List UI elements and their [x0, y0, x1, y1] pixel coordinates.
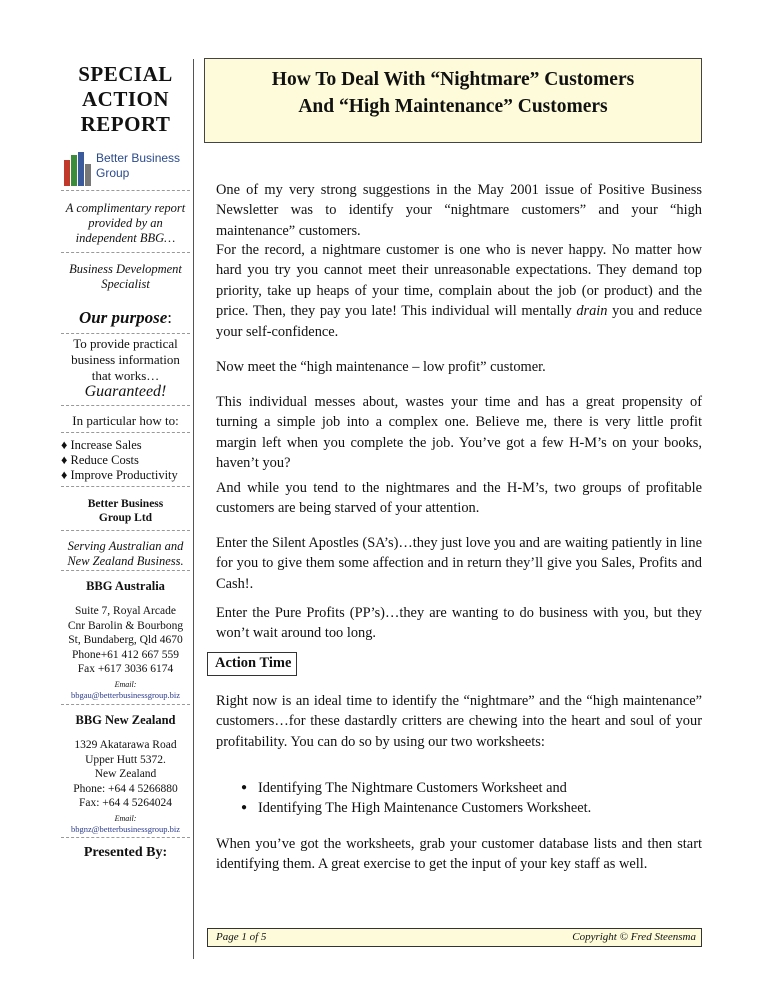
- copyright-note: Copyright © Fred Steensma: [572, 931, 696, 943]
- list-item: ● Identifying The High Maintenance Customers Worksheet.: [216, 798, 702, 818]
- presented-by: Presented By:: [83, 845, 168, 860]
- action-time-heading: Action Time: [215, 655, 292, 671]
- paragraph-pure-profits: Enter the Pure Profits (PP’s)…they are wanting to do business with you, but they won’t wait around too long.: [216, 605, 702, 642]
- bbg-logo: [64, 151, 184, 187]
- sidebar-divider: [193, 59, 194, 959]
- paragraph-closing: When you’ve got the worksheets, grab your customer database lists and then start identifying them. A great exercise to get the input of your key staff as well.: [216, 836, 702, 873]
- paragraph-action: Right now is an ideal time to identify the “nightmare” and the “high maintenance” customers…for these dastardly critters are chewing into the heart and soul of your profitability. You can do so by using our two worksheets:: [216, 693, 702, 750]
- company-name: Better Business Group Ltd: [87, 498, 164, 524]
- document-title: How To Deal With “Nightmare” Customers And “High Maintenance” Customers: [271, 69, 635, 117]
- logo-line2: Group: [96, 166, 130, 180]
- goal-item: ♦ Increase Sales: [61, 438, 142, 452]
- report-type-title: SPECIAL ACTION REPORT: [78, 62, 173, 136]
- nz-heading: BBG New Zealand: [75, 713, 176, 727]
- nz-address: 1329 Akatarawa Road Upper Hutt 5372. New Zealand Phone: +64 4 5266880 Fax: +64 4 5264024: [73, 739, 178, 809]
- page-number: Page 1 of 5: [216, 931, 267, 943]
- aus-heading: BBG Australia: [86, 579, 165, 593]
- aus-email-link[interactable]: bbgau@betterbusinessgroup.biz: [70, 690, 181, 700]
- paragraph-high-maintenance: Now meet the “high maintenance – low profit” customer.: [216, 359, 546, 375]
- guaranteed-text: Guaranteed!: [84, 383, 167, 400]
- bbg-logo-mark-icon: [64, 152, 94, 186]
- paragraph-nightmare: For the record, a nightmare customer is one who is never happy. No matter how hard you try you cannot meet their unreasonable expectations. They demand top priority, take up heaps of your time, complain about the job (or product) and the price. Then, they pay you late! This individual will mentally drain you and reduce your self-confidence.: [216, 242, 702, 340]
- goals-list: [61, 438, 190, 483]
- paragraph-silent-apostles: Enter the Silent Apostles (SA’s)…they just love you and are waiting patiently in line for you to give them some affection and in return they’ll give you Sales, Profits and Cash!.: [216, 535, 702, 592]
- complimentary-note: A complimentary report provided by an independent BBG…: [65, 201, 186, 245]
- serving-note: Serving Australian and New Zealand Business.: [67, 539, 184, 568]
- nz-email-label: Email:: [114, 814, 137, 823]
- specialist-title: Business Development Specialist: [69, 262, 182, 291]
- purpose-text: To provide practical business information that works…: [71, 336, 180, 383]
- paragraph-messes: This individual messes about, wastes your time and has a great propensity of turning a simple job into a complex one. Believe me, there is very little profit margin left when you complete the job. You’ve got a few H-M’s on your books, haven’t you?: [216, 394, 702, 472]
- list-item: ● Identifying The Nightmare Customers Worksheet and: [216, 778, 702, 798]
- goal-item: ♦ Reduce Costs: [61, 453, 139, 467]
- logo-line1: Better Business: [96, 151, 181, 165]
- nz-email-link[interactable]: bbgnz@betterbusinessgroup.biz: [70, 824, 181, 834]
- goal-item: ♦ Improve Productivity: [61, 468, 178, 482]
- aus-email-label: Email:: [114, 680, 137, 689]
- purpose-heading: Our purpose:: [78, 308, 173, 327]
- paragraph-starved: And while you tend to the nightmares and the H-M’s, two groups of profitable customers are being starved of your attention.: [216, 480, 702, 517]
- particular-heading: In particular how to:: [72, 413, 179, 428]
- aus-address: Suite 7, Royal Arcade Cnr Barolin & Bourbong St, Bundaberg, Qld 4670 Phone+61 412 667 559 Fax +617 3036 6174: [67, 605, 184, 675]
- worksheet-list: [216, 778, 702, 819]
- paragraph-intro: One of my very strong suggestions in the May 2001 issue of Positive Business Newsletter was to identify your “nightmare customers” and your “high maintenance” customers.: [216, 182, 702, 239]
